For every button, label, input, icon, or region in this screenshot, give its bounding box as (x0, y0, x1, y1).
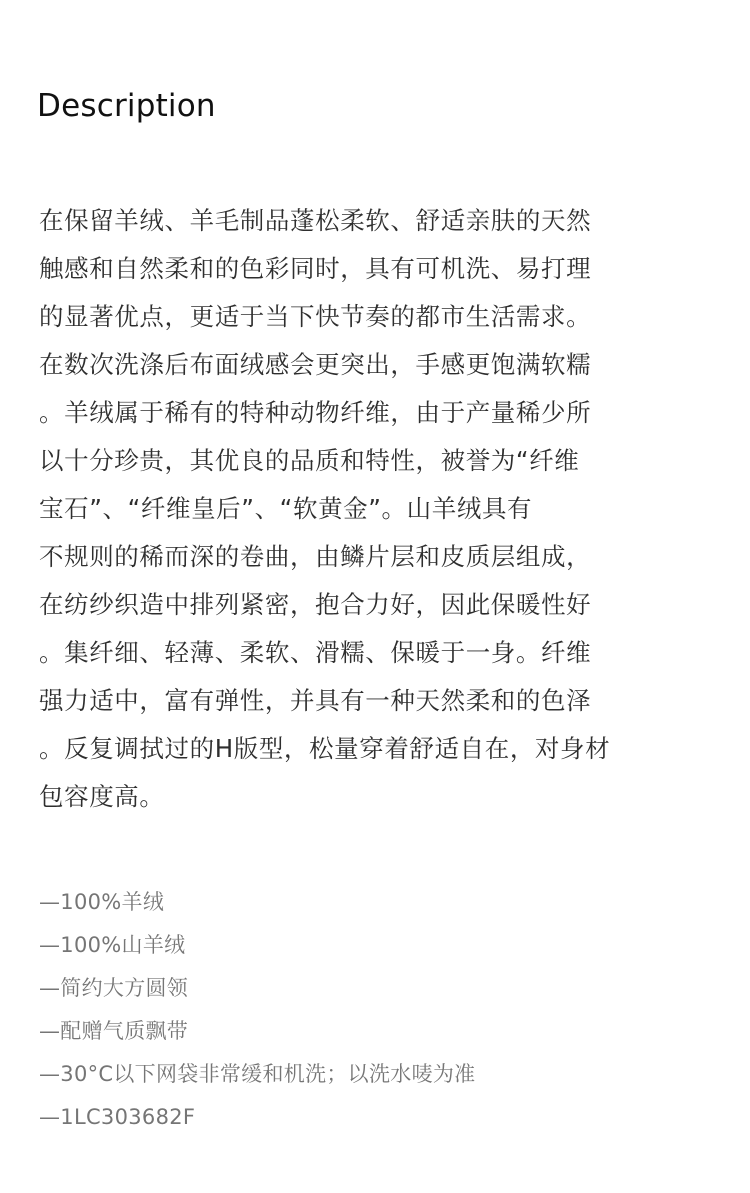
spec-product-code: —1LC303682F (39, 1105, 196, 1129)
description-line: 在保留羊绒、羊毛制品蓬松柔软、舒适亲肤的天然 (39, 206, 592, 235)
description-line: 宝石”、“纤维皇后”、“软黄金”。山羊绒具有 (39, 494, 533, 523)
description-line: 的显著优点，更适于当下快节奏的都市生活需求。 (39, 302, 592, 331)
description-line: 在数次洗涤后布面绒感会更突出，手感更饱满软糯 (39, 350, 592, 379)
description-line: 触感和自然柔和的色彩同时，具有可机洗、易打理 (39, 254, 592, 283)
description-line: 在纺纱织造中排列紧密，抱合力好，因此保暖性好 (39, 590, 592, 619)
spec-material-goat-cashmere: —100%山羊绒 (39, 933, 186, 957)
description-line: 不规则的稀而深的卷曲，由鳞片层和皮质层组成， (39, 542, 592, 571)
description-line: 包容度高。 (39, 782, 165, 811)
section-title: Description (37, 88, 216, 124)
product-spec-list (39, 881, 475, 1139)
description-line: 。羊绒属于稀有的特种动物纤维，由于产量稀少所 (39, 398, 592, 427)
description-line: 。反复调拭过的H版型，松量穿着舒适自在，对身材 (39, 734, 611, 763)
spec-neckline: —简约大方圆领 (39, 976, 189, 1000)
description-line: 以十分珍贵，其优良的品质和特性，被誉为“纤维 (39, 446, 580, 475)
description-line: 强力适中，富有弹性，并具有一种天然柔和的色泽 (39, 686, 592, 715)
description-paragraph (39, 197, 679, 821)
spec-accessory: —配赠气质飘带 (39, 1019, 189, 1043)
description-line: 。集纤细、轻薄、柔软、滑糯、保暖于一身。纤维 (39, 638, 592, 667)
spec-care-instructions: —30°C以下网袋非常缓和机洗；以洗水唛为准 (39, 1062, 476, 1086)
spec-material-cashmere: —100%羊绒 (39, 890, 165, 914)
